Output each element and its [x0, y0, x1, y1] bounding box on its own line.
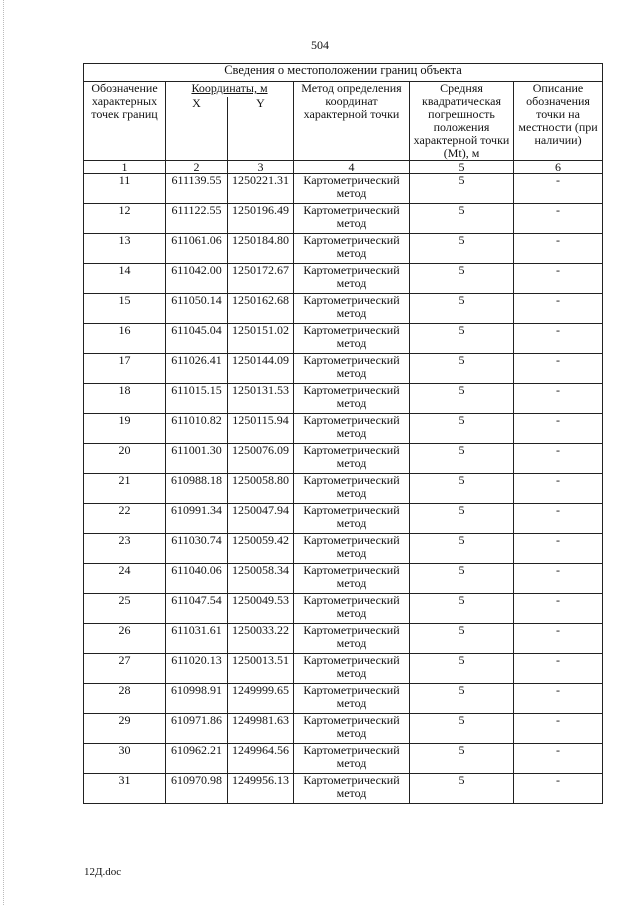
- x-coordinate-cell: 611010.82: [166, 414, 228, 444]
- accuracy-cell: 5: [410, 324, 514, 354]
- point-number-cell: 17: [84, 354, 166, 384]
- table-row: [84, 174, 603, 204]
- table-row: [84, 384, 603, 414]
- point-number-cell: 31: [84, 774, 166, 804]
- column-number: 3: [228, 161, 294, 174]
- accuracy-cell: 5: [410, 594, 514, 624]
- description-cell: -: [514, 654, 603, 684]
- method-cell: Картометрический метод: [294, 504, 410, 534]
- point-number-cell: 24: [84, 564, 166, 594]
- header-accuracy: Средняя квадратическая погрешность положения характерной точки (Mt), м: [410, 82, 514, 161]
- method-cell: Картометрический метод: [294, 324, 410, 354]
- x-coordinate-cell: 611042.00: [166, 264, 228, 294]
- column-number: 5: [410, 161, 514, 174]
- table-row: [84, 744, 603, 774]
- column-number: 1: [84, 161, 166, 174]
- y-coordinate-cell: 1250033.22: [228, 624, 294, 654]
- method-cell: Картометрический метод: [294, 384, 410, 414]
- description-cell: -: [514, 744, 603, 774]
- table-row: [84, 564, 603, 594]
- method-cell: Картометрический метод: [294, 414, 410, 444]
- accuracy-cell: 5: [410, 414, 514, 444]
- y-coordinate-cell: 1250131.53: [228, 384, 294, 414]
- method-cell: Картометрический метод: [294, 264, 410, 294]
- method-cell: Картометрический метод: [294, 684, 410, 714]
- x-coordinate-cell: 610991.34: [166, 504, 228, 534]
- table-row: [84, 414, 603, 444]
- x-coordinate-cell: 610962.21: [166, 744, 228, 774]
- description-cell: -: [514, 774, 603, 804]
- x-coordinate-cell: 611045.04: [166, 324, 228, 354]
- y-coordinate-cell: 1250058.34: [228, 564, 294, 594]
- description-cell: -: [514, 504, 603, 534]
- x-coordinate-cell: 611061.06: [166, 234, 228, 264]
- method-cell: Картометрический метод: [294, 474, 410, 504]
- description-cell: -: [514, 684, 603, 714]
- accuracy-cell: 5: [410, 684, 514, 714]
- point-number-cell: 13: [84, 234, 166, 264]
- accuracy-cell: 5: [410, 264, 514, 294]
- column-number-row: [84, 161, 603, 174]
- table-row: [84, 774, 603, 804]
- accuracy-cell: 5: [410, 624, 514, 654]
- header-x: X: [166, 97, 228, 161]
- accuracy-cell: 5: [410, 564, 514, 594]
- method-cell: Картометрический метод: [294, 654, 410, 684]
- table-row: [84, 444, 603, 474]
- x-coordinate-cell: 611047.54: [166, 594, 228, 624]
- accuracy-cell: 5: [410, 204, 514, 234]
- point-number-cell: 14: [84, 264, 166, 294]
- method-cell: Картометрический метод: [294, 594, 410, 624]
- point-number-cell: 20: [84, 444, 166, 474]
- header-designation: Обозначение характерных точек границ: [84, 82, 166, 161]
- y-coordinate-cell: 1250115.94: [228, 414, 294, 444]
- point-number-cell: 25: [84, 594, 166, 624]
- y-coordinate-cell: 1249964.56: [228, 744, 294, 774]
- x-coordinate-cell: 610998.91: [166, 684, 228, 714]
- description-cell: -: [514, 204, 603, 234]
- method-cell: Картометрический метод: [294, 774, 410, 804]
- column-number: 4: [294, 161, 410, 174]
- point-number-cell: 29: [84, 714, 166, 744]
- y-coordinate-cell: 1250059.42: [228, 534, 294, 564]
- method-cell: Картометрический метод: [294, 354, 410, 384]
- x-coordinate-cell: 611020.13: [166, 654, 228, 684]
- description-cell: -: [514, 534, 603, 564]
- method-cell: Картометрический метод: [294, 294, 410, 324]
- x-coordinate-cell: 611026.41: [166, 354, 228, 384]
- y-coordinate-cell: 1250058.80: [228, 474, 294, 504]
- description-cell: -: [514, 594, 603, 624]
- point-number-cell: 19: [84, 414, 166, 444]
- description-cell: -: [514, 324, 603, 354]
- y-coordinate-cell: 1250144.09: [228, 354, 294, 384]
- accuracy-cell: 5: [410, 654, 514, 684]
- point-number-cell: 28: [84, 684, 166, 714]
- accuracy-cell: 5: [410, 354, 514, 384]
- table-row: [84, 204, 603, 234]
- table-body: [84, 174, 603, 804]
- description-cell: -: [514, 264, 603, 294]
- point-number-cell: 30: [84, 744, 166, 774]
- accuracy-cell: 5: [410, 294, 514, 324]
- y-coordinate-cell: 1250151.02: [228, 324, 294, 354]
- table-row: [84, 264, 603, 294]
- header-y: Y: [228, 97, 294, 161]
- x-coordinate-cell: 611031.61: [166, 624, 228, 654]
- method-cell: Картометрический метод: [294, 444, 410, 474]
- x-coordinate-cell: 610971.86: [166, 714, 228, 744]
- table-row: [84, 234, 603, 264]
- description-cell: -: [514, 474, 603, 504]
- method-cell: Картометрический метод: [294, 234, 410, 264]
- method-cell: Картометрический метод: [294, 534, 410, 564]
- point-number-cell: 16: [84, 324, 166, 354]
- table-row: [84, 654, 603, 684]
- x-coordinate-cell: 611015.15: [166, 384, 228, 414]
- y-coordinate-cell: 1250013.51: [228, 654, 294, 684]
- x-coordinate-cell: 611040.06: [166, 564, 228, 594]
- accuracy-cell: 5: [410, 504, 514, 534]
- description-cell: -: [514, 714, 603, 744]
- accuracy-cell: 5: [410, 714, 514, 744]
- page-number: 504: [311, 38, 329, 52]
- point-number-cell: 11: [84, 174, 166, 204]
- method-cell: Картометрический метод: [294, 624, 410, 654]
- table-row: [84, 594, 603, 624]
- point-number-cell: 12: [84, 204, 166, 234]
- accuracy-cell: 5: [410, 174, 514, 204]
- column-number: 2: [166, 161, 228, 174]
- y-coordinate-cell: 1250076.09: [228, 444, 294, 474]
- x-coordinate-cell: 611122.55: [166, 204, 228, 234]
- column-number: 6: [514, 161, 603, 174]
- y-coordinate-cell: 1249956.13: [228, 774, 294, 804]
- point-number-cell: 21: [84, 474, 166, 504]
- description-cell: -: [514, 174, 603, 204]
- table-row: [84, 504, 603, 534]
- description-cell: -: [514, 564, 603, 594]
- x-coordinate-cell: 610970.98: [166, 774, 228, 804]
- y-coordinate-cell: 1250221.31: [228, 174, 294, 204]
- point-number-cell: 18: [84, 384, 166, 414]
- description-cell: -: [514, 624, 603, 654]
- table-row: [84, 354, 603, 384]
- point-number-cell: 26: [84, 624, 166, 654]
- description-cell: -: [514, 384, 603, 414]
- page-edge: [3, 0, 5, 905]
- y-coordinate-cell: 1249981.63: [228, 714, 294, 744]
- y-coordinate-cell: 1250049.53: [228, 594, 294, 624]
- y-coordinate-cell: 1250162.68: [228, 294, 294, 324]
- y-coordinate-cell: 1249999.65: [228, 684, 294, 714]
- accuracy-cell: 5: [410, 444, 514, 474]
- y-coordinate-cell: 1250184.80: [228, 234, 294, 264]
- boundary-coordinates-table: [83, 63, 603, 804]
- description-cell: -: [514, 234, 603, 264]
- table-row: [84, 534, 603, 564]
- point-number-cell: 15: [84, 294, 166, 324]
- point-number-cell: 23: [84, 534, 166, 564]
- y-coordinate-cell: 1250172.67: [228, 264, 294, 294]
- table-row: [84, 714, 603, 744]
- table-row: [84, 684, 603, 714]
- y-coordinate-cell: 1250196.49: [228, 204, 294, 234]
- header-description: Описание обозначения точки на местности (при наличии): [514, 82, 603, 161]
- point-number-cell: 27: [84, 654, 166, 684]
- table-caption: Сведения о местоположении границ объекта: [84, 64, 603, 82]
- description-cell: -: [514, 444, 603, 474]
- header-coordinates: Координаты, м: [166, 82, 294, 97]
- description-cell: -: [514, 354, 603, 384]
- method-cell: Картометрический метод: [294, 174, 410, 204]
- accuracy-cell: 5: [410, 234, 514, 264]
- x-coordinate-cell: 610988.18: [166, 474, 228, 504]
- description-cell: -: [514, 294, 603, 324]
- file-name-footer: 12Д.doc: [84, 866, 122, 878]
- method-cell: Картометрический метод: [294, 744, 410, 774]
- point-number-cell: 22: [84, 504, 166, 534]
- method-cell: Картометрический метод: [294, 564, 410, 594]
- table-row: [84, 624, 603, 654]
- table-row: [84, 324, 603, 354]
- accuracy-cell: 5: [410, 474, 514, 504]
- table-row: [84, 474, 603, 504]
- x-coordinate-cell: 611001.30: [166, 444, 228, 474]
- x-coordinate-cell: 611050.14: [166, 294, 228, 324]
- method-cell: Картометрический метод: [294, 714, 410, 744]
- description-cell: -: [514, 414, 603, 444]
- accuracy-cell: 5: [410, 534, 514, 564]
- table-row: [84, 294, 603, 324]
- accuracy-cell: 5: [410, 774, 514, 804]
- y-coordinate-cell: 1250047.94: [228, 504, 294, 534]
- x-coordinate-cell: 611030.74: [166, 534, 228, 564]
- header-method: Метод определения координат характерной точки: [294, 82, 410, 161]
- x-coordinate-cell: 611139.55: [166, 174, 228, 204]
- accuracy-cell: 5: [410, 744, 514, 774]
- accuracy-cell: 5: [410, 384, 514, 414]
- method-cell: Картометрический метод: [294, 204, 410, 234]
